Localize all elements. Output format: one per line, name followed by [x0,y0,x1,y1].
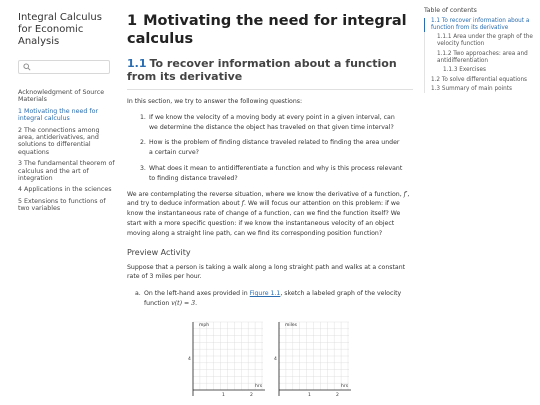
toc-item-1-1-3[interactable]: 1.1.3 Exercises [443,67,486,74]
sidebar [0,0,116,405]
chapter-nav [18,89,116,213]
sidebar-item-chapter-3[interactable]: 3 The fundamental theorem of calculus and the art of integration [18,160,115,183]
x-tick-label: 2 [336,393,339,398]
x-tick-label: 1 [308,393,311,398]
y-axis-label: miles [285,323,297,328]
velocity-axes [183,318,265,398]
toc-item-1-1-2[interactable]: 1.1.2 Two approaches: area and antidifferentiation [437,50,528,64]
grid [279,322,349,390]
list-item-number: 3. [140,164,146,172]
list-item-text: How is the problem of finding distance traveled related to finding the area under a certain curve? [149,139,400,157]
search-box[interactable] [18,60,110,74]
body-paragraph [127,190,413,239]
chapter-title-text: Motivating the need for integral calculus [127,13,407,47]
list-item [140,164,413,184]
toc-item-1-3[interactable]: 1.3 Summary of main points [431,86,512,93]
subitem-text [144,289,413,309]
list-item-text: What does it mean to antidifferentiate a function and why is this process relevant to finding distance traveled? [149,164,403,182]
chapter-number: 1 [127,13,138,29]
y-tick-label: 4 [188,357,191,362]
subitem-text-part: . [195,299,198,307]
list-item-text: If we know the velocity of a moving body at every point in a given interval, can we determine the distance the object has traveled on that given time interval? [149,113,395,131]
x-tick-label: 1 [222,393,225,398]
section-divider [127,89,413,90]
position-axes [269,318,351,398]
list-item-number: 2. [140,139,146,147]
grid [193,322,263,390]
sidebar-item-acknowledgment[interactable]: Acknowledgment of Source Materials [18,89,105,104]
math-velocity: v(t) = 3 [171,299,196,307]
question-list [127,113,413,184]
paragraph-text: . We will focus our attention on this problem: if we know the instantaneous rate of change of a function, can we find the function itself? We start with a more specific question: if we know the instantaneous velocity of an object moving along a straight line path, can we find its corresponding position function? [127,200,401,237]
subitem-label: a. [135,290,141,298]
toc-item-1-2[interactable]: 1.2 To solve differential equations [431,76,528,83]
y-axis-label: mph [199,323,210,328]
section-title [127,57,413,83]
main-content [127,12,413,309]
activity-heading: Preview Activity [127,247,191,257]
intro-text: In this section, we try to answer the following questions: [127,98,303,105]
search-icon [23,63,31,71]
sidebar-item-chapter-4[interactable]: 4 Applications in the sciences [18,186,112,194]
paragraph-text: , and try to deduce information about [127,190,410,208]
x-tick-label: 2 [250,393,253,398]
table-of-contents [424,7,536,96]
chapter-title [127,12,413,48]
search-input[interactable] [33,62,107,72]
toc-item-1-1[interactable]: 1.1 To recover information about a function from its derivative [424,18,536,32]
activity-subitem [127,289,413,309]
book-title[interactable]: Integral Calculus for Economic Analysis [18,12,102,47]
y-tick-label: 4 [274,357,277,362]
list-item [140,113,413,133]
section-number: 1.1 [127,57,147,70]
list-item [140,138,413,158]
toc-title: Table of contents [424,7,477,14]
subitem-text-part: , sketch a labeled graph of the velocity function [144,290,402,307]
math-fprime: f′ [403,190,408,198]
math-f: f [241,200,244,208]
sidebar-item-chapter-1[interactable]: 1 Motivating the need for integral calculus [18,107,99,123]
figure-link[interactable]: Figure 1.1 [249,290,281,298]
section-title-text: To recover information about a function from its derivative [127,57,397,83]
paragraph-text: We are contemplating the reverse situation, where we know the derivative of a function, [127,190,404,198]
sidebar-item-chapter-2[interactable]: 2 The connections among area, antiderivatives, and solutions to differential equations [18,126,100,156]
x-axis-label: hrs [341,384,349,389]
activity-text: Suppose that a person is taking a walk along a long straight path and walks at a constant rate of 3 miles per hour. [127,263,406,281]
subitem-text-part: On the left-hand axes provided in [144,290,250,298]
list-item-number: 1. [140,113,146,121]
toc-list [424,18,536,93]
x-axis-label: hrs [255,384,263,389]
toc-item-1-1-1[interactable]: 1.1.1 Area under the graph of the velocity function [437,34,533,48]
sidebar-item-chapter-5[interactable]: 5 Extensions to functions of two variables [18,197,106,213]
